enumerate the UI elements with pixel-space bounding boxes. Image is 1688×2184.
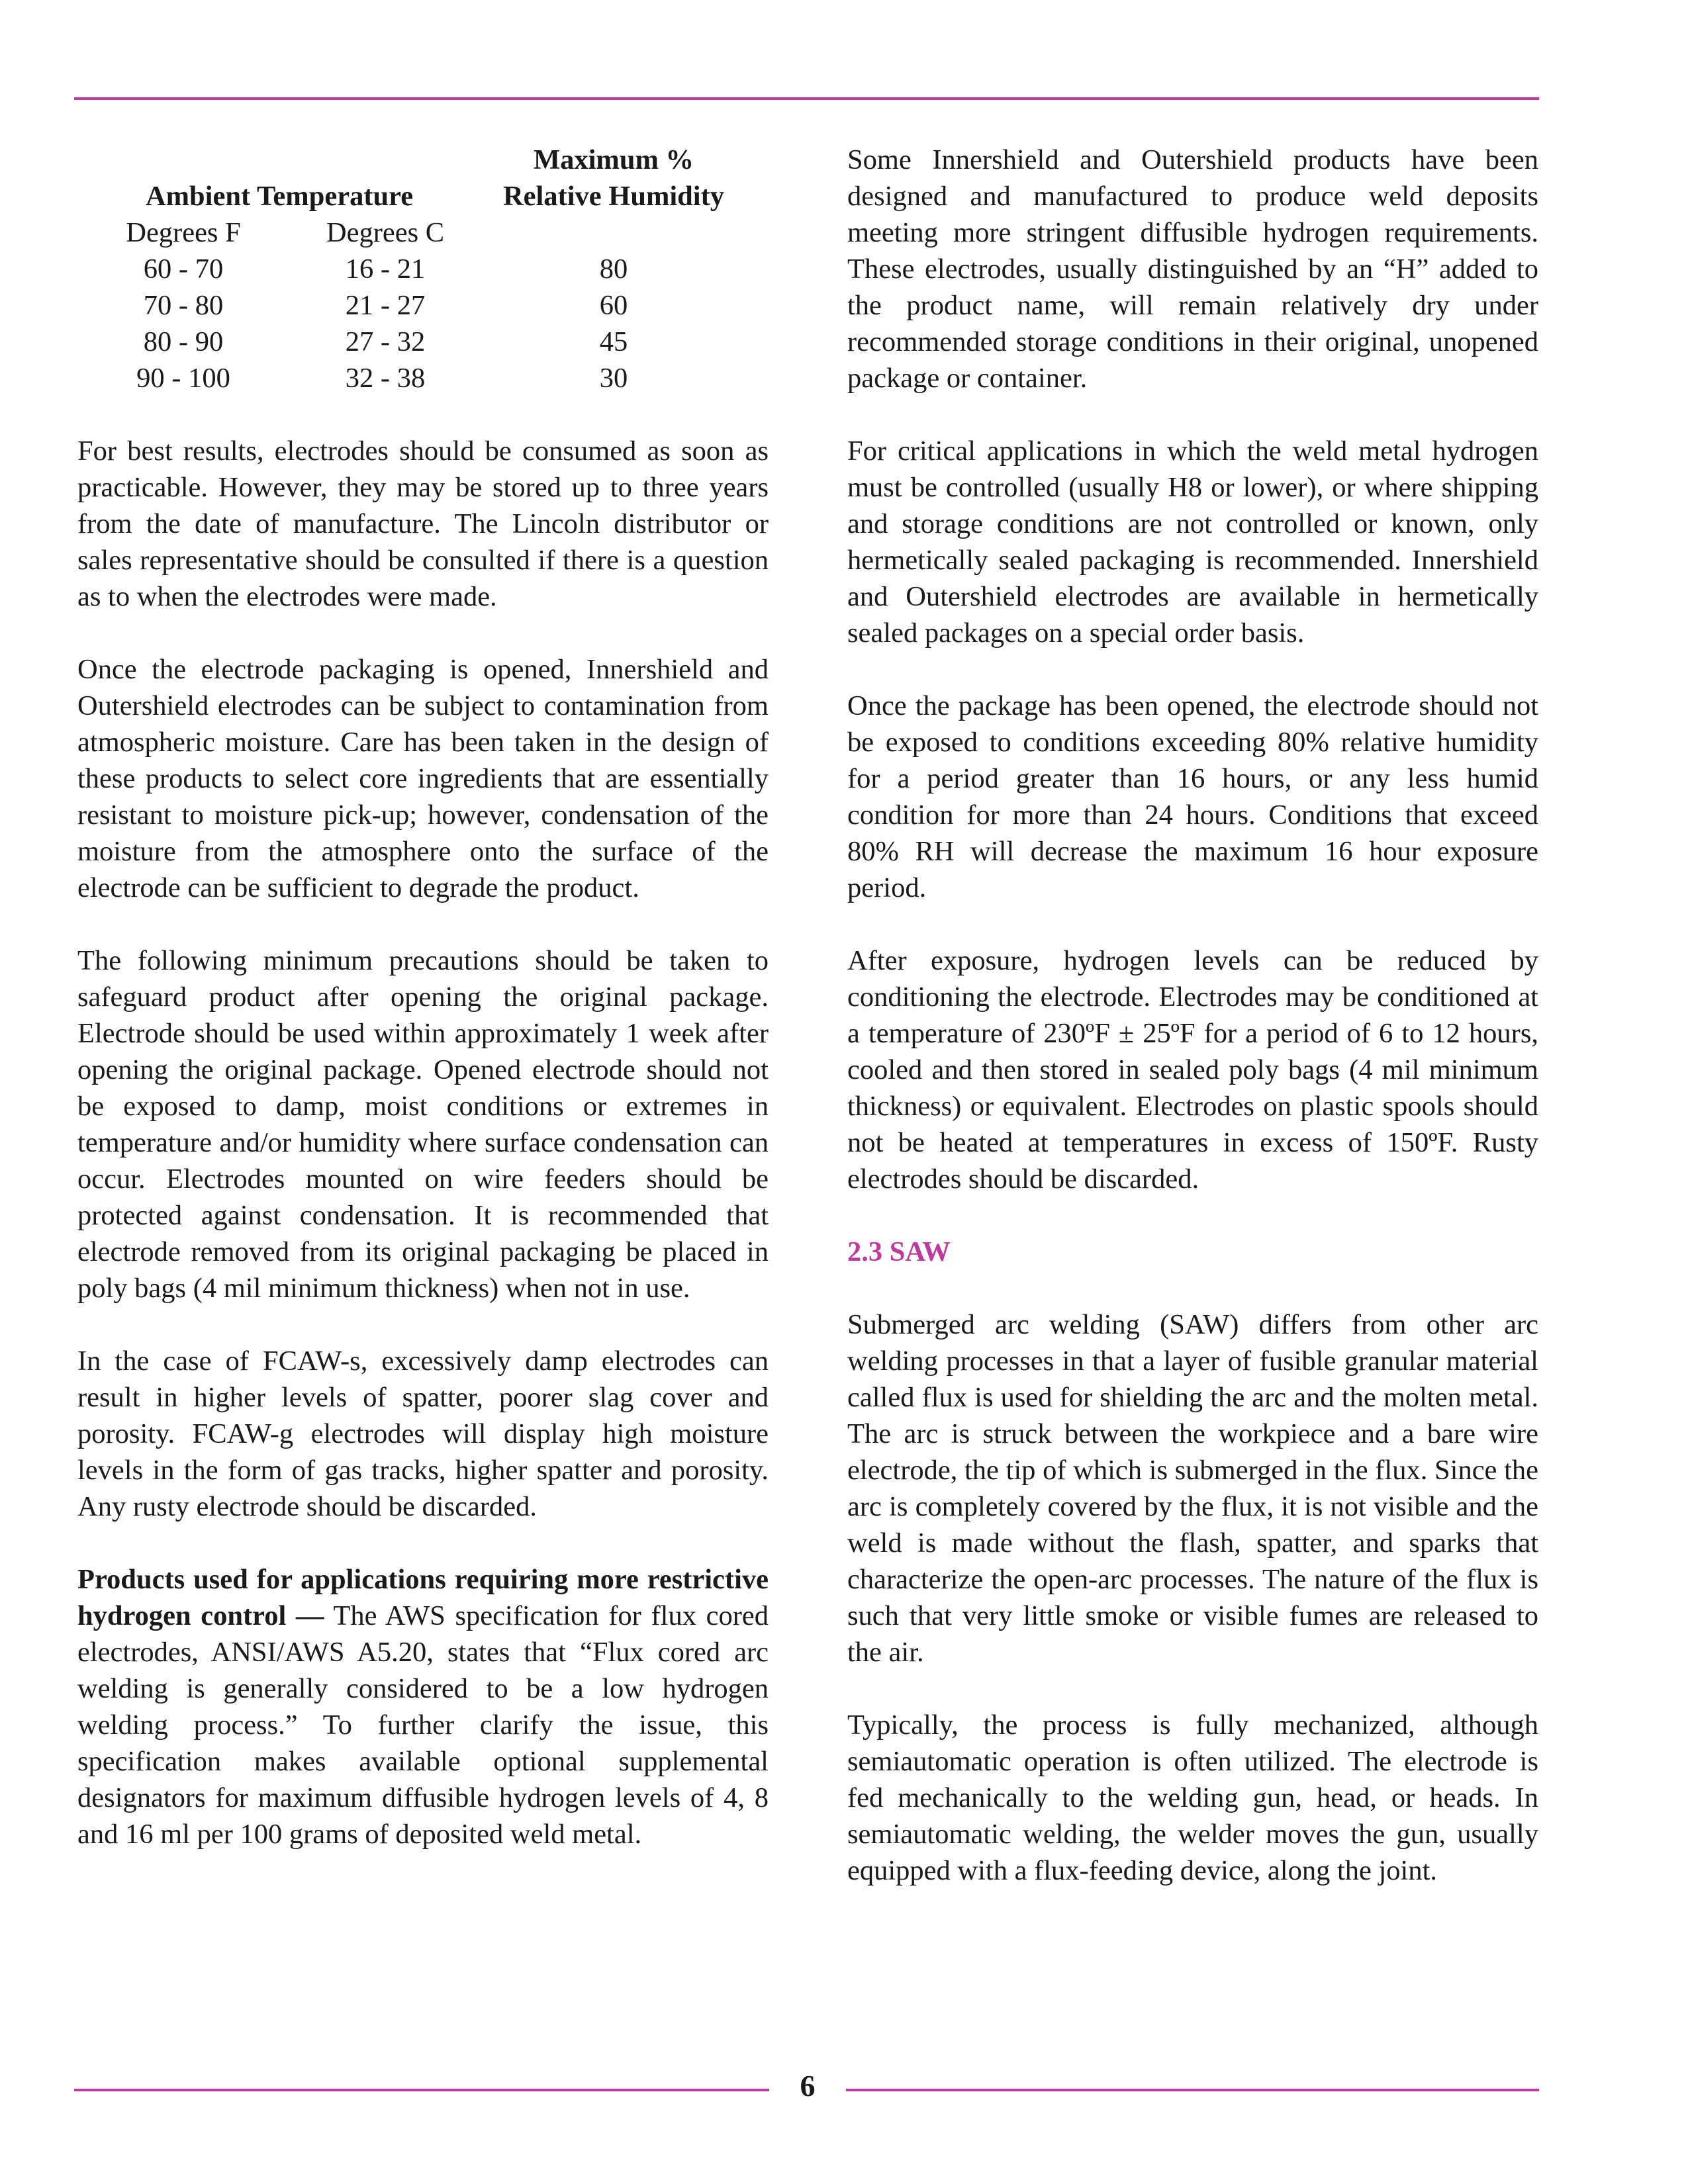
header-ambient-temperature: Ambient Temperature <box>145 181 414 212</box>
subheader-degrees-c: Degrees C <box>326 217 445 248</box>
page-number: 6 <box>800 2069 816 2103</box>
cell-degrees-f: 90 - 100 <box>136 363 230 394</box>
table-row <box>77 360 746 396</box>
cell-humidity: 60 <box>599 290 628 321</box>
paragraph-fcaw-damp: In the case of FCAW-s, excessively damp electrodes can result in higher levels of spatter, poorer slag cover and porosity. FCAW-g electrodes will display high moisture levels in the form of gas tracks, higher spatter and porosity. Any rusty electrode should be discarded. <box>77 1345 769 1522</box>
paragraph-exposure-limits: Once the package has been opened, the electrode should not be exposed to conditions exceeding 80% relative humidity for a period greater than 16 hours, or any less humid condition for more than 24 hours. Conditions that exceed 80% RH will decrease the maximum 16 hour exposure period. <box>847 690 1538 903</box>
subheader-degrees-f: Degrees F <box>126 217 241 248</box>
paragraph-h-products: Some Innershield and Outershield products have been designed and manufactured to produce weld deposits meeting more stringent diffusible hydrogen requirements. These electrodes, usually distinguished by an “H” added to the product name, will remain relatively dry under recommended storage conditions in their original, unopened package or container. <box>847 144 1538 394</box>
paragraph-hydrogen-control <box>77 1561 769 1852</box>
table-row <box>77 251 746 287</box>
cell-humidity: 80 <box>599 253 628 285</box>
table-row <box>77 287 746 324</box>
cell-degrees-f: 60 - 70 <box>143 253 224 285</box>
top-divider <box>74 97 1539 100</box>
table-row <box>77 324 746 360</box>
right-column <box>847 142 1538 1925</box>
paragraph-packaging-opened: Once the electrode packaging is opened, Innershield and Outershield electrodes can be subject to contamination from atmospheric moisture. Care has been taken in the design of these products to select core ingredients that are essentially resistant to moisture pick-up; however, condensation of the moisture from the atmosphere onto the surface of the electrode can be sufficient to degrade the product. <box>77 654 769 903</box>
paragraph-saw-description: Submerged arc welding (SAW) differs from other arc welding processes in that a layer of fusible granular material called flux is used for shielding the arc and the molten metal. The arc is struck between the workpiece and a bare wire electrode, the tip of which is submerged in the flux. Since the arc is completely covered by the flux, it is not visible and the weld is made without the flash, spatter, and sparks that characterize the open-arc processes. The nature of the flux is such that very little smoke or visible fumes are released to the air. <box>847 1309 1538 1668</box>
cell-degrees-c: 27 - 32 <box>345 326 426 357</box>
cell-degrees-f: 80 - 90 <box>143 326 224 357</box>
paragraph-precautions: The following minimum precautions should be taken to safeguard product after opening the original package. Electrode should be used within approximately 1 week after opening the original package. Opened electrode should not be exposed to damp, moist conditions or extremes in temperature and/or humidity where surface condensation can occur. Electrodes mounted on wire feeders should be protected against condensation. It is recommended that electrode removed from its original packaging be placed in poly bags (4 mil minimum thickness) when not in use. <box>77 945 769 1304</box>
paragraph-conditioning: After exposure, hydrogen levels can be reduced by conditioning the electrode. Electrodes may be conditioned at a temperature of 230ºF ± 25ºF for a period of 6 to 12 hours, cooled and then stored in sealed poly bags (4 mil minimum thickness) or equivalent. Electrodes on plastic spools should not be heated at temperatures in excess of 150ºF. Rusty electrodes should be discarded. <box>847 945 1538 1195</box>
cell-humidity: 30 <box>599 363 628 394</box>
footer-divider-left <box>74 2089 769 2091</box>
cell-degrees-c: 21 - 27 <box>345 290 426 321</box>
paragraph-storage-life: For best results, electrodes should be consumed as soon as practicable. However, they may be stored up to three years from the date of manufacture. The Lincoln distributor or sales representative should be consulted if there is a question as to when the electrodes were made. <box>77 435 769 612</box>
cell-degrees-c: 32 - 38 <box>345 363 426 394</box>
paragraph-saw-mechanized: Typically, the process is fully mechanized, although semiautomatic operation is often utilized. The electrode is fed mechanically to the welding gun, head, or heads. In semiautomatic welding, the welder moves the gun, usually equipped with a flux-feeding device, along the joint. <box>847 1709 1538 1886</box>
paragraph-critical-applications: For critical applications in which the weld metal hydrogen must be controlled (usually H8 or lower), or where shipping and storage conditions are not controlled or known, only hermetically sealed packaging is recommended. Innershield and Outershield electrodes are available in hermetically sealed packages on a special order basis. <box>847 435 1538 649</box>
paragraph-lead-bold: Products used for applications requiring more restrictive hydrogen control — <box>77 1564 769 1631</box>
cell-degrees-f: 70 - 80 <box>143 290 224 321</box>
cell-degrees-c: 16 - 21 <box>345 253 426 285</box>
paragraph-body: The AWS specification for flux cored electrodes, ANSI/AWS A5.20, states that “Flux cored arc welding is generally considered to be a low hydrogen welding process.” To further clarify the issue, this specification makes available optional supplemental designators for maximum diffusible hydrogen levels of 4, 8 and 16 ml per 100 grams of deposited weld metal. <box>77 1600 769 1850</box>
cell-humidity: 45 <box>599 326 628 357</box>
header-maximum: Maximum % <box>534 144 694 175</box>
header-relative-humidity: Relative Humidity <box>502 181 725 212</box>
left-column <box>77 142 769 1889</box>
section-heading-saw: 2.3 SAW <box>847 1236 951 1267</box>
humidity-table <box>77 142 746 396</box>
footer-divider-right <box>846 2089 1539 2091</box>
